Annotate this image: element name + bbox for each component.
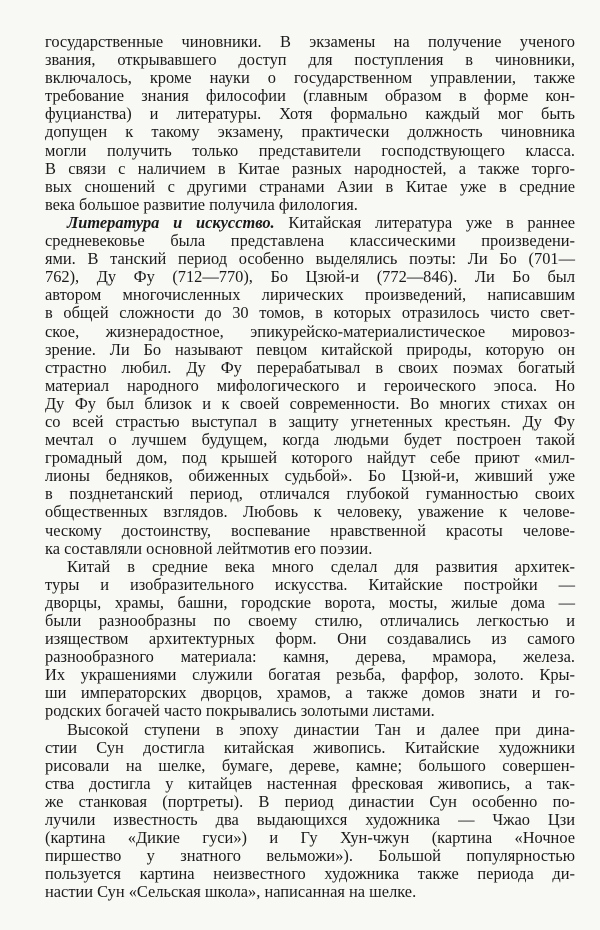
text-line: лионы бедняков, обиженных судьбой». Бо Цзюй-и, живший уже	[45, 466, 575, 486]
text-line: разнообразного материала: камня, дерева, мрамора, железа.	[45, 647, 575, 667]
text-line: ка составляли основной лейтмотив его поэзии.	[45, 538, 373, 558]
text-line: материал народного мифологического и героического эпоса. Но	[45, 375, 575, 395]
text-run: Китайская литература уже в раннее	[274, 212, 575, 232]
text-line: страстно любил. Ду Фу перерабатывал в своих поэмах богатый	[45, 357, 575, 377]
text-line: пользуется картина неизвестного художника также периода ди-	[45, 864, 575, 884]
text-line: дворцы, храмы, башни, городские ворота, мосты, жилые дома —	[45, 592, 575, 612]
text-line: в общей сложности до 30 томов, в которых отразилось чисто свет-	[45, 303, 575, 323]
paragraph-officials-exams	[45, 33, 575, 214]
text-line: пиршество у знатного вельможи»). Большой популярностью	[45, 846, 575, 866]
text-line: туры и изобразительного искусства. Китайские постройки —	[45, 574, 575, 594]
text-line: рисовали на шелке, бумаге, дереве, камне; большого совершен-	[45, 755, 575, 775]
text-line: же станковая (портреты). В период династии Сун особенно по-	[45, 791, 575, 811]
text-line: автором многочисленных лирических произведений, написавшим	[45, 285, 575, 305]
text-line: изяществом архитектурных форм. Они создавались из самого	[45, 629, 575, 649]
text-line: средневековье была представлена классическими произведени-	[45, 231, 575, 251]
text-line: могли получить только представители господствующего класса.	[45, 140, 575, 160]
text-line: государственные чиновники. В экзамены на получение ученого	[45, 32, 575, 51]
text-line: зрение. Ли Бо называют певцом китайской природы, которую он	[45, 339, 575, 359]
text-line: фуцианства) и литературы. Хотя формально каждый мог быть	[45, 104, 575, 124]
text-line: мечтал о лучшем будущем, когда людьми будет построен такой	[45, 430, 575, 450]
text-line: стии Сун достигла китайская живопись. Китайские художники	[45, 737, 575, 757]
text-line: настии Сун «Сельская школа», написанная на шелке.	[45, 882, 417, 902]
text-line: требование знания философии (главным образом в форме кон-	[45, 86, 575, 106]
text-line: ческому достоинству, воспевание нравственной красоты челове-	[45, 520, 575, 540]
text-line	[45, 214, 575, 232]
text-column	[45, 33, 575, 902]
text-line: включалось, кроме науки о государственном управлении, также	[45, 68, 575, 88]
paragraph-literature	[45, 214, 575, 558]
text-line: громадный дом, под крышей которого найдут себе приют «мил-	[45, 448, 575, 468]
text-line: ства достигла у китайцев настенная фресковая живопись, а так-	[45, 773, 575, 793]
text-line: века большое развитие получила филология.	[45, 194, 358, 214]
text-line: Высокой ступени в эпоху династии Тан и далее при дина-	[67, 719, 575, 739]
text-line: 762), Ду Фу (712—770), Бо Цзюй-и (772—846). Ли Бо был	[45, 267, 575, 287]
text-line: (картина «Дикие гуси») и Гу Хун-чжун (картина «Ночное	[45, 828, 575, 848]
text-line: со всей страстью выступал в защиту угнетенных крестьян. Ду Фу	[45, 411, 575, 431]
text-line: были разнообразны по своему стилю, отличались легкостью и	[45, 611, 575, 630]
paragraph-painting	[45, 721, 575, 902]
text-line: звания, открывавшего доступ для поступления в чиновники,	[45, 50, 575, 70]
section-heading: Литература и искусство.	[67, 212, 275, 232]
text-line: Их украшениями служили богатая резьба, фарфор, золото. Кры-	[45, 665, 575, 685]
text-line: родских богачей часто покрывались золотыми листами.	[45, 701, 435, 721]
paragraph-architecture	[45, 558, 575, 721]
text-line: Китай в средние века много сделал для развития архитек-	[67, 556, 575, 576]
text-line: ями. В танский период особенно выделялись поэты: Ли Бо (701—	[45, 249, 575, 269]
text-line: в позднетанский период, отличался глубокой гуманностью своих	[45, 484, 575, 504]
text-line: Ду Фу был близок и к своей современности. Во многих стихах он	[45, 393, 575, 413]
text-line: ши императорских дворцов, храмов, а также домов знати и го-	[45, 683, 575, 703]
text-line: вых сношений с другими странами Азии в Китае уже в средние	[45, 176, 575, 196]
text-line: лучили известность два выдающихся художника — Чжао Цзи	[45, 810, 575, 830]
text-line: допущен к такому экзамену, практически должность чиновника	[45, 122, 575, 142]
text-line: В связи с наличием в Китае разных народностей, а также торго-	[45, 158, 575, 178]
text-line: общественных взглядов. Любовь к человеку, уважение к челове-	[45, 502, 575, 522]
text-line: ское, жизнерадостное, эпикурейско-материалистическое мировоз-	[45, 321, 575, 341]
